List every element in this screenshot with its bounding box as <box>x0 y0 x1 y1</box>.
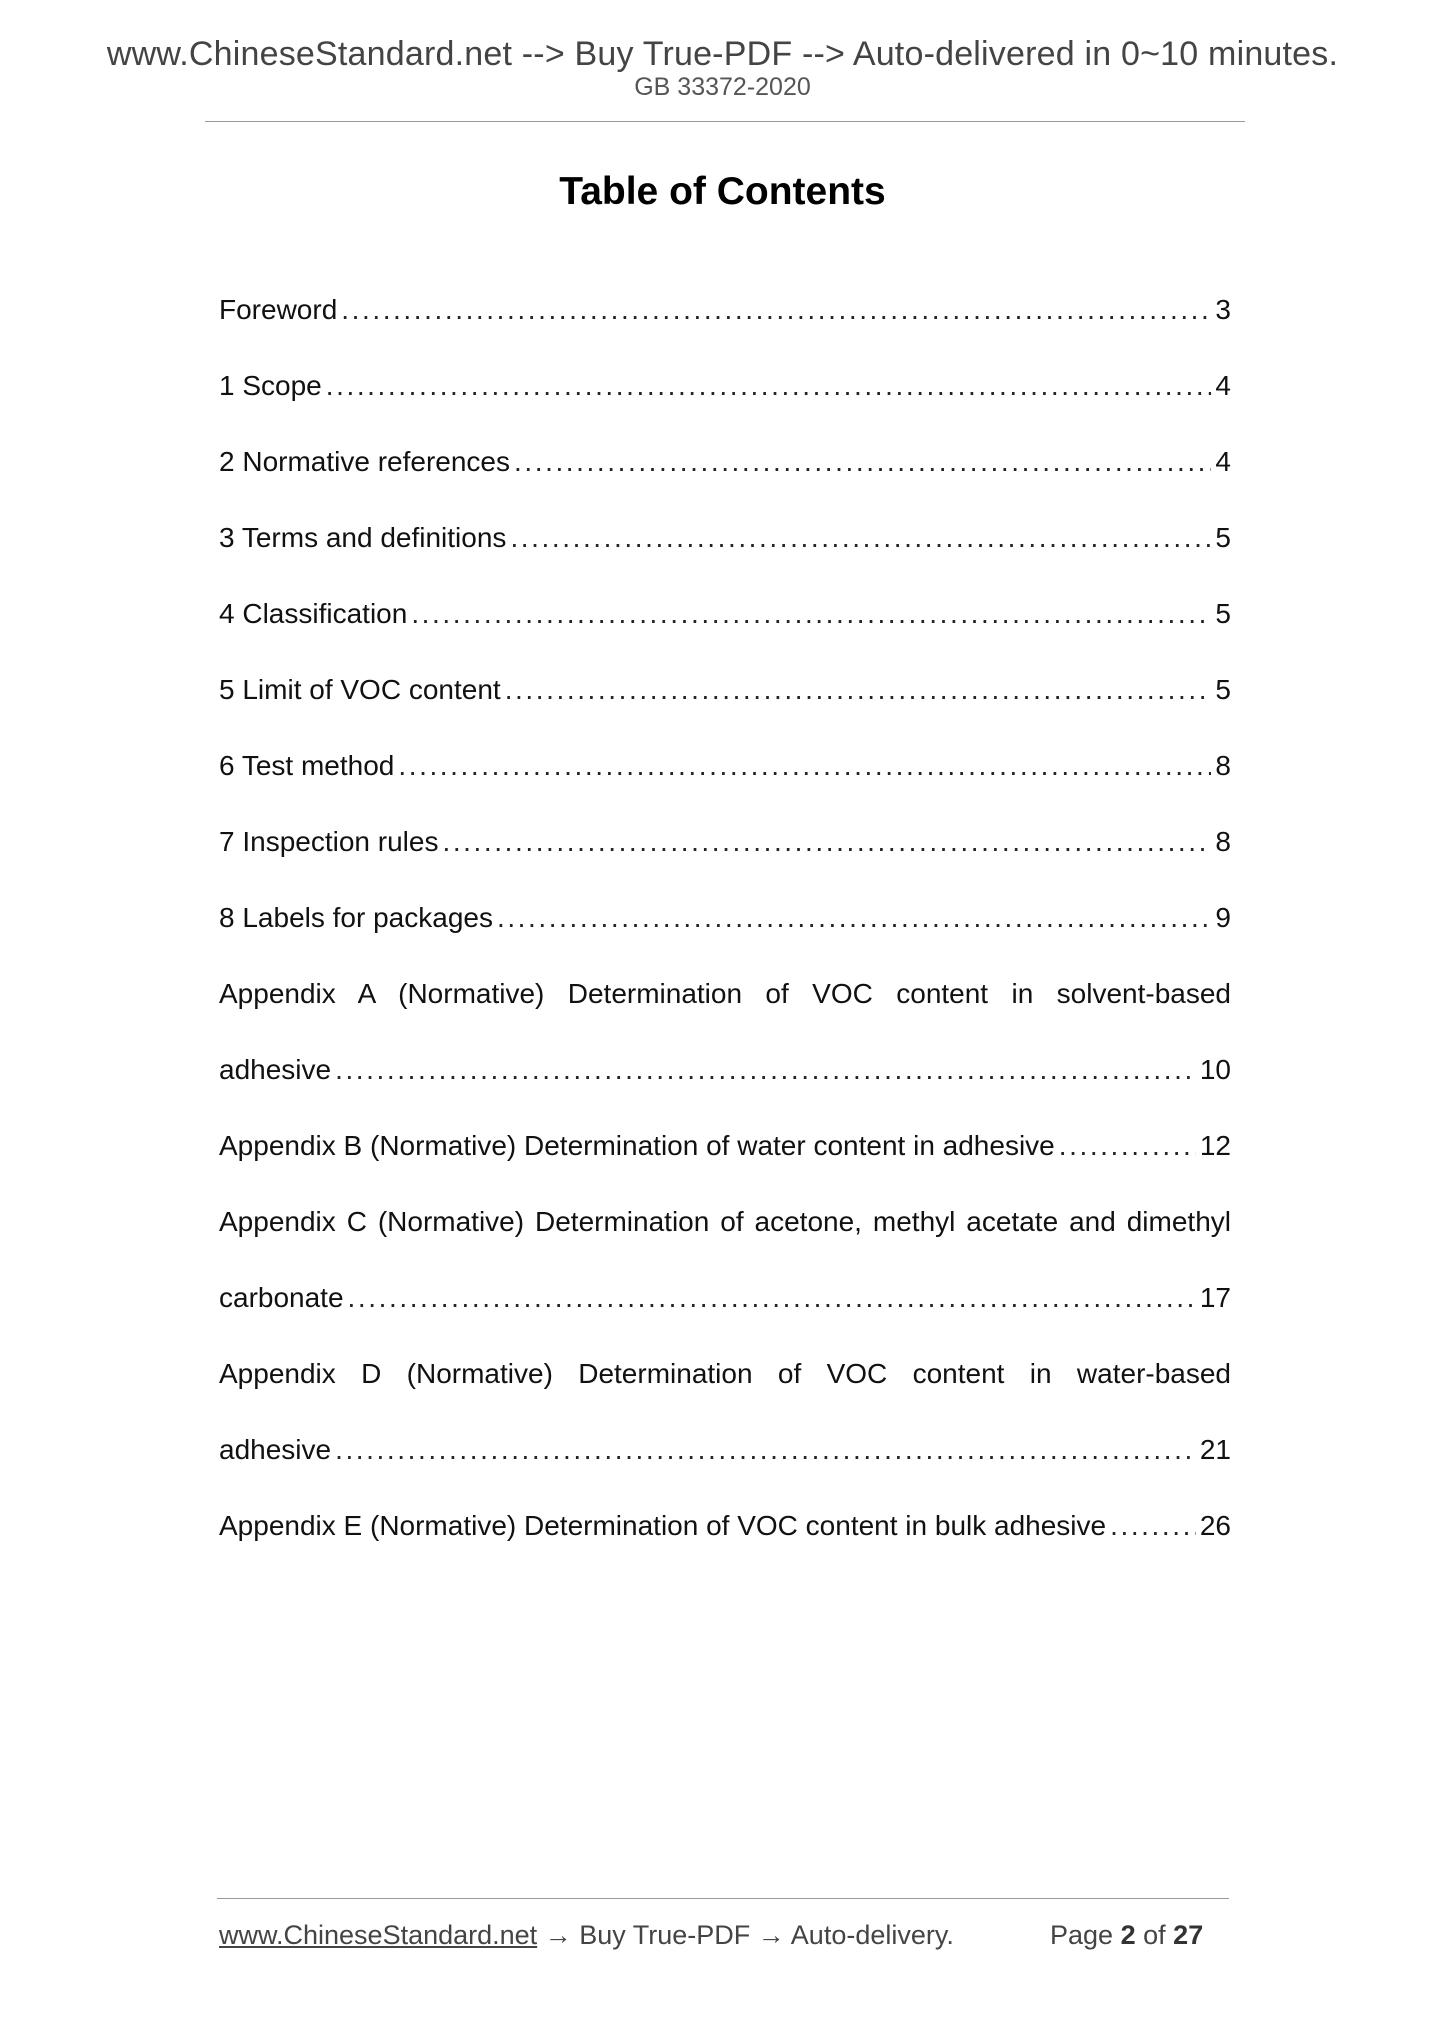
toc-leader-dots <box>398 746 1211 786</box>
toc-leader-dots <box>335 1050 1196 1090</box>
toc-page-number: 9 <box>1215 902 1231 933</box>
toc-page-number: 3 <box>1215 294 1231 325</box>
toc-label: Foreword <box>219 294 338 325</box>
toc-page-number: 5 <box>1215 598 1231 629</box>
toc-entry-appendix-c[interactable] <box>219 1278 1231 1318</box>
toc-entry-appendix-e[interactable] <box>219 1506 1231 1546</box>
toc-entry-classification[interactable] <box>219 594 1231 634</box>
toc-page-number: 10 <box>1199 1054 1231 1085</box>
toc-page-number: 4 <box>1215 446 1231 477</box>
toc-label: adhesive <box>219 1054 332 1085</box>
toc-page-number: 8 <box>1215 826 1231 857</box>
toc-entry-terms-and-definitions[interactable] <box>219 518 1231 558</box>
toc-entry-appendix-d-line1[interactable]: Appendix D (Normative) Determination of VOC content in water-based <box>219 1358 1231 1389</box>
page-indicator <box>1050 1918 1203 1952</box>
toc-leader-dots <box>442 822 1211 862</box>
header-divider <box>205 121 1245 122</box>
toc-leader-dots <box>514 442 1211 482</box>
toc-entry-appendix-a-line1[interactable]: Appendix A (Normative) Determination of VOC content in solvent-based <box>219 978 1231 1009</box>
toc-label: 6 Test method <box>219 750 395 781</box>
header-banner: www.ChineseStandard.net --> Buy True-PDF --> Auto-delivered in 0~10 minutes. <box>106 35 1339 73</box>
document-number: GB 33372-2020 <box>634 73 811 101</box>
toc-entry-appendix-b[interactable] <box>219 1126 1231 1166</box>
toc-entry-normative-references[interactable] <box>219 442 1231 482</box>
toc-leader-dots <box>348 1278 1196 1318</box>
of-word: of <box>1143 1920 1166 1950</box>
toc-page-number: 4 <box>1215 370 1231 401</box>
toc-label: 4 Classification <box>219 598 408 629</box>
toc-entry-foreword[interactable] <box>219 290 1231 330</box>
toc-label: Appendix B (Normative) Determination of water content in adhesive <box>219 1130 1055 1161</box>
toc-page-number: 26 <box>1199 1510 1231 1541</box>
toc-page-number: 5 <box>1215 674 1231 705</box>
toc-entry-scope[interactable] <box>219 366 1231 406</box>
toc-label: 1 Scope <box>219 370 322 401</box>
toc-entry-appendix-a[interactable] <box>219 1050 1231 1090</box>
toc-page-number: 5 <box>1215 522 1231 553</box>
toc-label: 8 Labels for packages <box>219 902 493 933</box>
toc-label: carbonate <box>219 1282 344 1313</box>
toc-leader-dots <box>335 1430 1196 1470</box>
toc-entry-voc-limit[interactable] <box>219 670 1231 710</box>
page-word: Page <box>1050 1920 1114 1950</box>
arrow-right-icon: → <box>544 1920 572 1950</box>
footer-buy-text: Buy True-PDF <box>579 1920 751 1950</box>
toc-label: adhesive <box>219 1434 332 1465</box>
toc-entry-appendix-d[interactable] <box>219 1430 1231 1470</box>
toc-label: 2 Normative references <box>219 446 511 477</box>
arrow-right-icon: → <box>757 1920 785 1950</box>
page-title: Table of Contents <box>559 170 886 213</box>
footer-divider <box>217 1898 1229 1899</box>
toc-page-number: 8 <box>1215 750 1231 781</box>
toc-label: 5 Limit of VOC content <box>219 674 501 705</box>
toc-leader-dots <box>341 290 1211 330</box>
toc-page-number: 21 <box>1199 1434 1231 1465</box>
toc-leader-dots <box>326 366 1212 406</box>
toc-entry-inspection-rules[interactable] <box>219 822 1231 862</box>
toc-label: 7 Inspection rules <box>219 826 439 857</box>
toc-label: 3 Terms and definitions <box>219 522 507 553</box>
toc-leader-dots <box>1110 1506 1196 1546</box>
toc-leader-dots <box>505 670 1212 710</box>
footer-delivery-text: Auto-delivery. <box>790 1920 954 1950</box>
toc-leader-dots <box>411 594 1211 634</box>
current-page-number: 2 <box>1120 1920 1136 1950</box>
toc-leader-dots <box>510 518 1211 558</box>
toc-entry-appendix-c-line1[interactable]: Appendix C (Normative) Determination of acetone, methyl acetate and dimethyl <box>219 1206 1231 1237</box>
toc-leader-dots <box>1059 1126 1196 1166</box>
toc-entry-test-method[interactable] <box>219 746 1231 786</box>
total-page-count: 27 <box>1173 1920 1204 1950</box>
footer-site-link[interactable]: www.ChineseStandard.net <box>219 1920 538 1950</box>
toc-page-number: 17 <box>1199 1282 1231 1313</box>
toc-leader-dots <box>497 898 1211 938</box>
footer-promo <box>219 1918 954 1952</box>
toc-label: Appendix E (Normative) Determination of VOC content in bulk adhesive <box>219 1510 1107 1541</box>
toc-page-number: 12 <box>1199 1130 1231 1161</box>
toc-entry-labels-for-packages[interactable] <box>219 898 1231 938</box>
